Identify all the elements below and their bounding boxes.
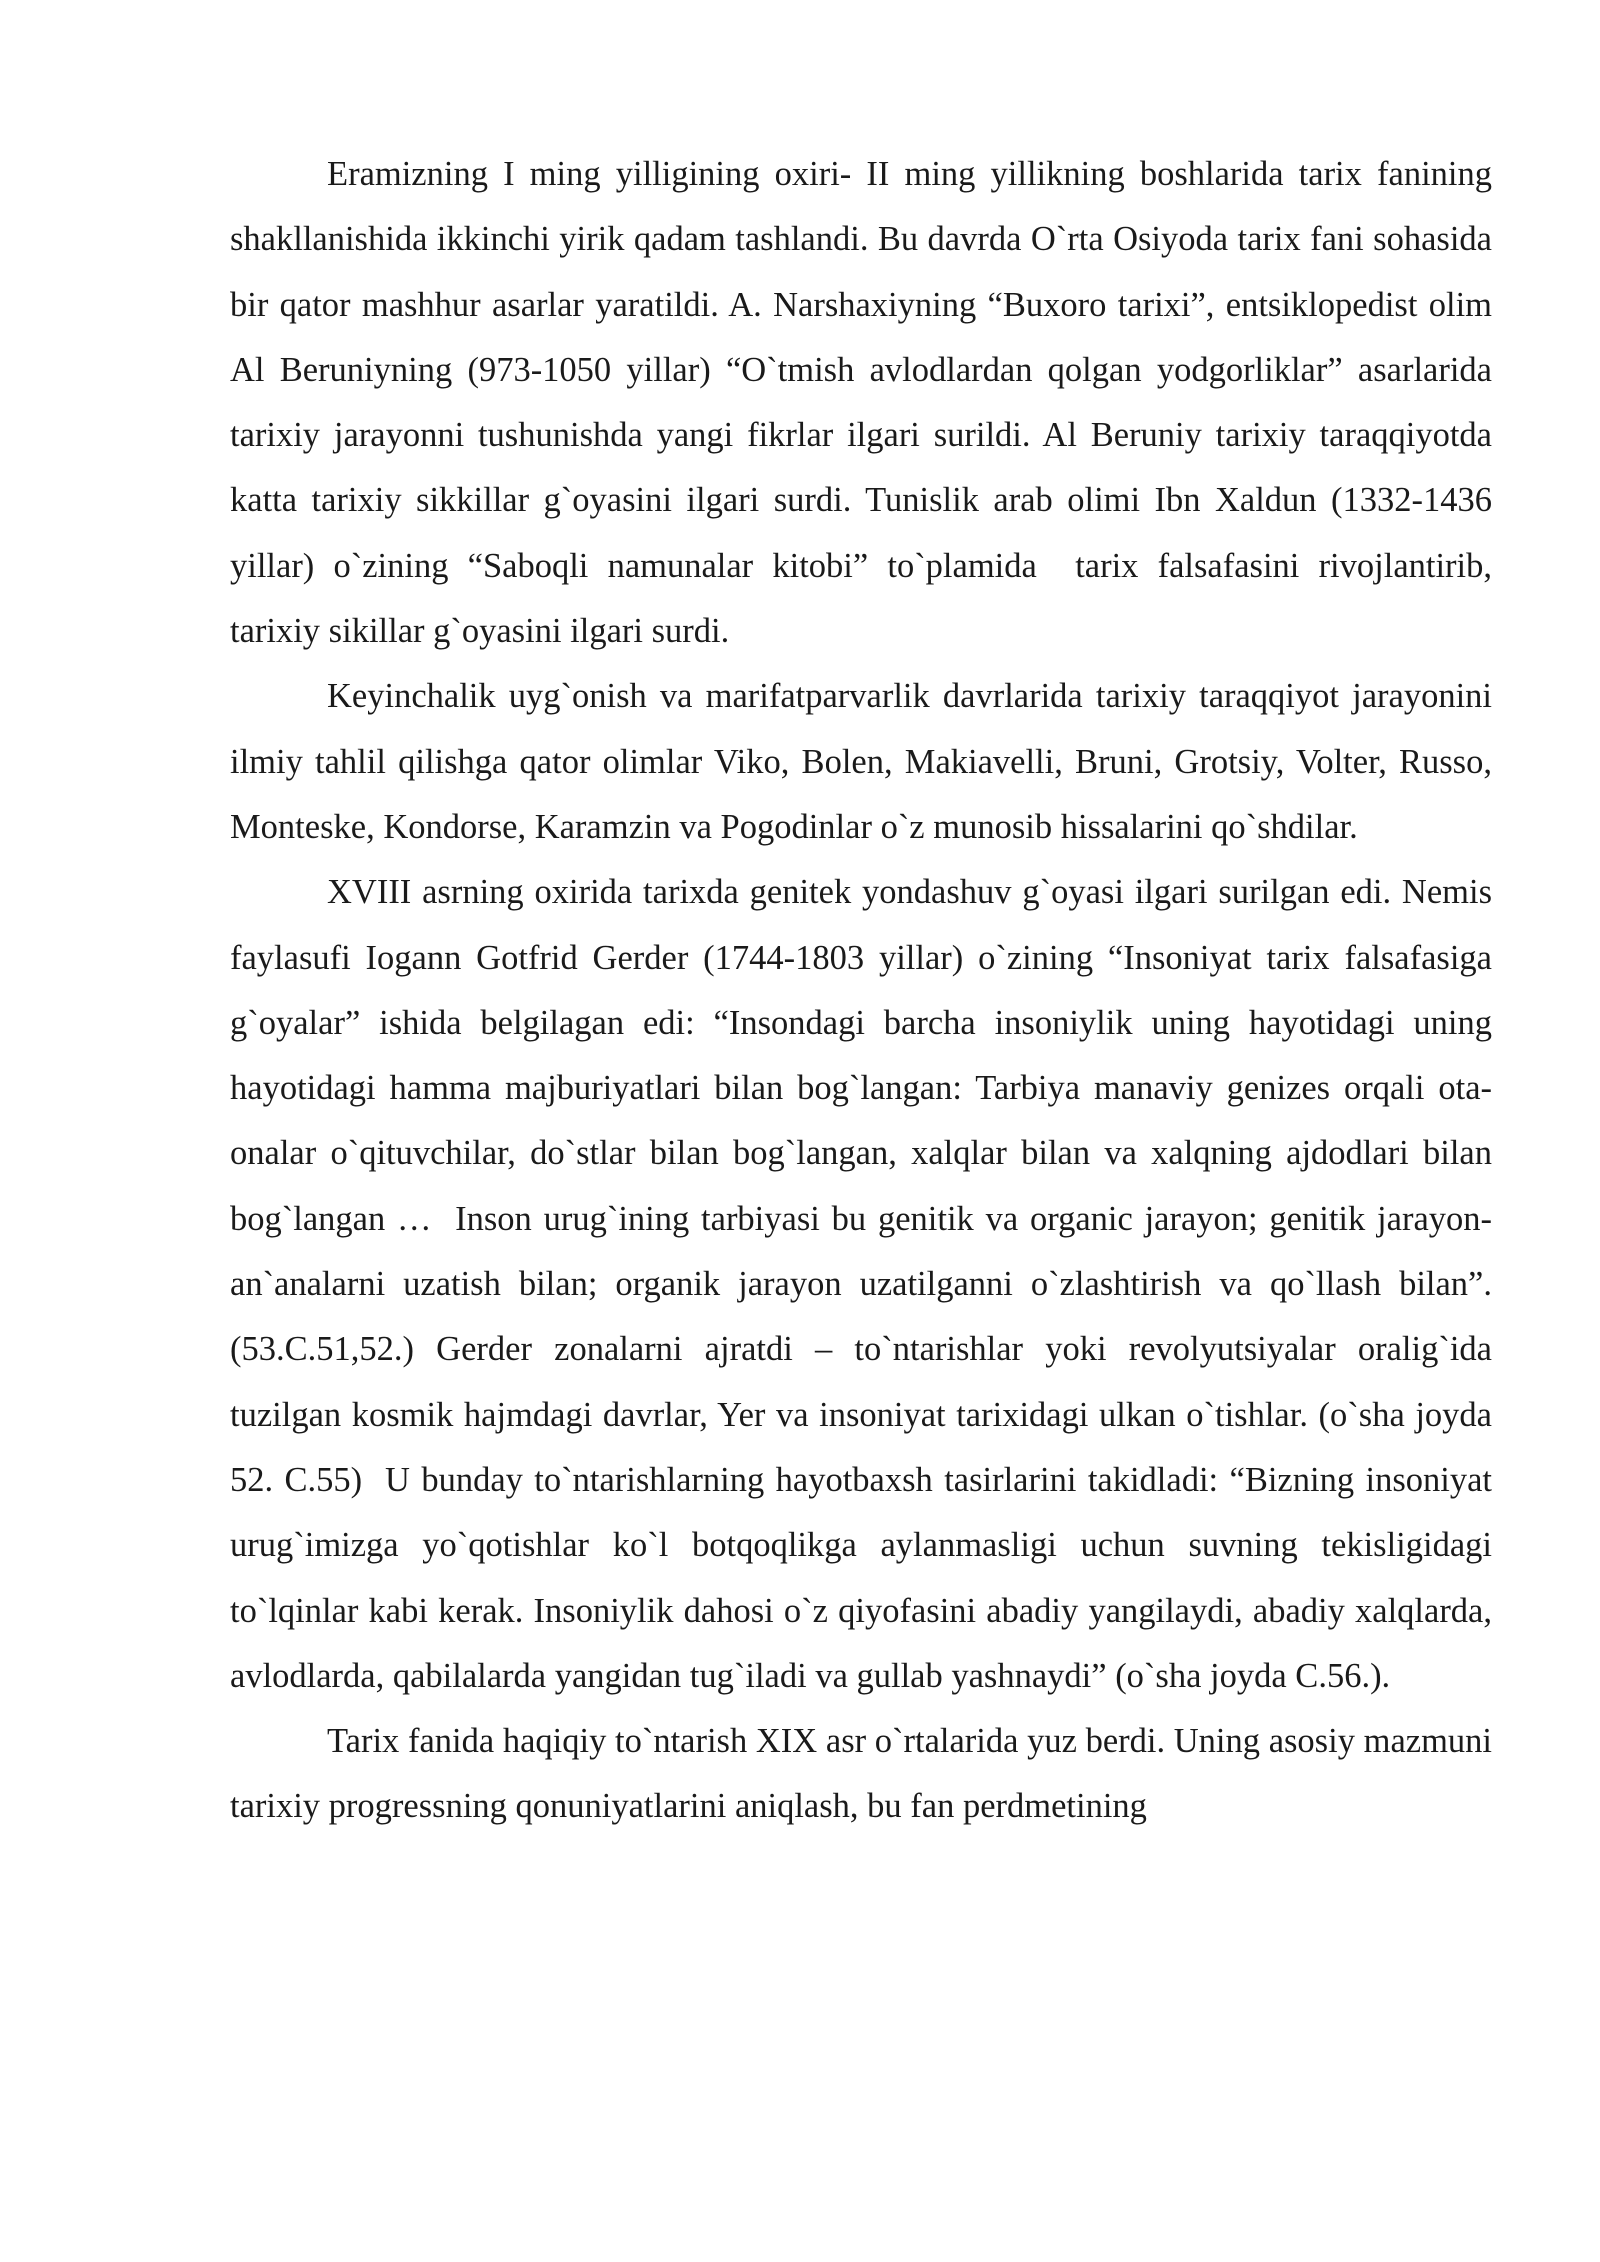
paragraph-3: XVIII asrning oxirida tarixda genitek yondashuv g`oyasi ilgari surilgan edi. Nemis faylasufi Iogann Gotfrid Gerder (1744-1803 yillar) o`zining “Insoniyat tarix falsafasiga g`oyalar” ishida belgilagan edi: “Insondagi barcha insoniylik uning hayotidagi uning hayotidagi hamma majburiyatlari bilan bog`langan: Tarbiya manaviy genizes orqali ota-onalar o`qituvchilar, do`stlar bilan bog`langan, xalqlar bilan va xalqning ajdodlari bilan bog`langan … Inson urug`ining tarbiyasi bu genitik va organic jarayon; genitik jarayon- an`analarni uzatish bilan; organik jarayon uzatilganni o`zlashtirish va qo`llash bilan”. (53.C.51,52.) Gerder zonalarni ajratdi – to`ntarishlar yoki revolyutsiyalar oralig`ida tuzilgan kosmik hajmdagi davrlar, Yer va insoniyat tarixidagi ulkan o`tishlar. (o`sha joyda 52. C.55) U bunday to`ntarishlarning hayotbaxsh tasirlarini takidladi: “Bizning insoniyat urug`imizga yo`qotishlar ko`l botqoqlikga aylanmasligi uchun suvning tekisligidagi to`lqinlar kabi kerak. Insoniylik dahosi o`z qiyofasini abadiy yangilaydi, abadiy xalqlarda, avlodlarda, qabilalarda yangidan tug`iladi va gullab yashnaydi” (o`sha joyda C.56.).: [230, 873, 1501, 1695]
document-body: [230, 142, 1501, 1840]
paragraph-2: Keyinchalik uyg`onish va marifatparvarlik davrlarida tarixiy taraqqiyot jarayonini ilmiy tahlil qilishga qator olimlar Viko, Bolen, Makiavelli, Bruni, Grotsiy, Volter, Russo, Monteske, Kondorse, Karamzin va Pogodinlar o`z munosib hissalarini qo`shdilar.: [230, 677, 1501, 846]
paragraph-4: Tarix fanida haqiqiy to`ntarish XIX asr o`rtalarida yuz berdi. Uning asosiy mazmuni tarixiy progressning qonuniyatlarini aniqlash, bu fan perdmetining: [230, 1722, 1501, 1826]
paragraph-1: Eramizning I ming yilligining oxiri- II ming yillikning boshlarida tarix fanining shakllanishida ikkinchi yirik qadam tashlandi. Bu davrda O`rta Osiyoda tarix fani sohasida bir qator mashhur asarlar yaratildi. A. Narshaxiyning “Buxoro tarixi”, entsiklopedist olim Al Beruniyning (973-1050 yillar) “O`tmish avlodlardan qolgan yodgorliklar” asarlarida tarixiy jarayonni tushunishda yangi fikrlar ilgari surildi. Al Beruniy tarixiy taraqqiyotda katta tarixiy sikkillar g`oyasini ilgari surdi. Tunislik arab olimi Ibn Xaldun (1332-1436 yillar) o`zining “Saboqli namunalar kitobi” to`plamida tarix falsafasini rivojlantirib, tarixiy sikillar g`oyasini ilgari surdi.: [230, 155, 1501, 651]
